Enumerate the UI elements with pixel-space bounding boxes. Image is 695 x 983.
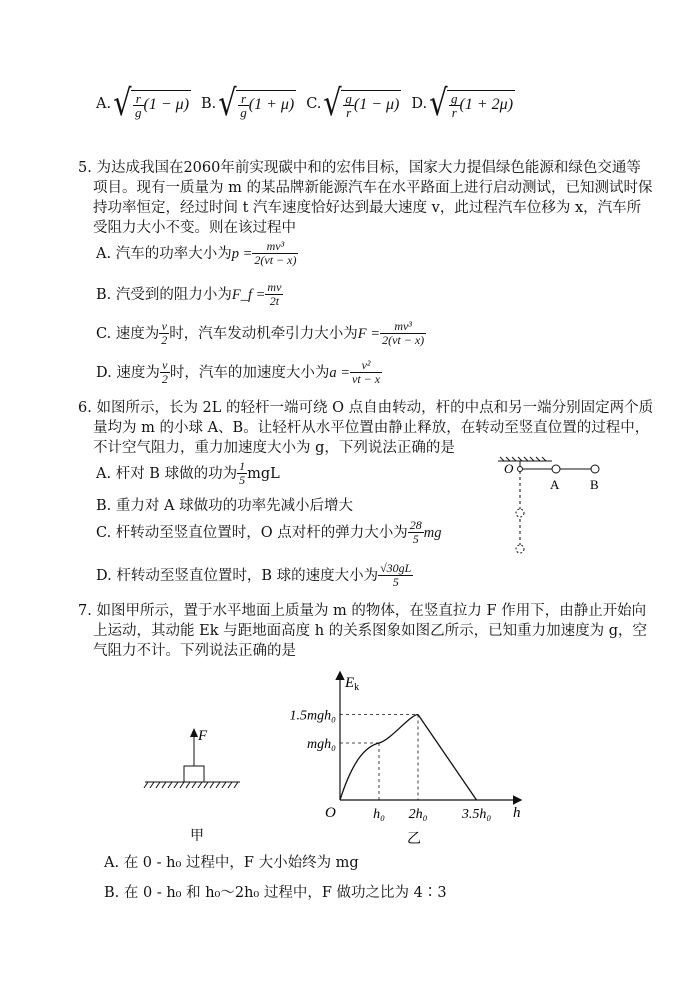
q5-stem-line-1: 5. 为达成我国在2060年前实现碳中和的宏伟目标，国家大力提倡绿色能源和绿色交通等 [78,160,641,176]
q7-stem-line-2: 上运动，其动能 Ek 与距地面高度 h 的关系图象如图乙所示，已知重力加速度为 g，空 [93,623,648,639]
caption-yi: 乙 [407,832,421,847]
q4-option-a: A. √ $\frac{r}{g}$ (1 − μ) [96,83,190,124]
y-axis-label: $E_k$ [345,675,360,693]
ball-b [591,465,599,473]
q5-stem-line-4: 受阻力大小不变。则在该过程中 [93,220,296,236]
q6-stem-line-1: 6. 如图所示，长为 2L 的轻杆一端可绕 O 点自由转动，杆的中点和另一端分别固定两个质 [78,400,654,416]
q7-option-a: A. 在 0 - h₀ 过程中，F 大小始终为 mg [104,855,359,871]
q4-options [96,83,515,124]
q6-stem-line-3: 不计空气阻力，重力加速度大小为 g，下列说法正确的是 [93,440,455,456]
x-tick-2h0: 2h₀ [408,807,428,822]
q4-option-b: B. √ $\frac{r}{g}$ (1 + μ) [201,83,295,124]
q7-ek-h-chart [265,665,535,855]
force-arrow-head [190,728,198,737]
y-tick-1-5mgh0: 1.5mgh₀ [289,708,336,724]
caption-jia: 甲 [190,829,204,844]
origin-label: O [325,805,336,821]
x-tick-3-5h0: 3.5h₀ [461,807,492,822]
force-label: F [198,728,208,744]
q6-option-c: C. 杆转动至竖直位置时，O 点对杆的弹力大小为 $\frac{28}{5}$ mg [96,518,442,546]
ball-a [552,465,560,473]
q5-stem-line-3: 持功率恒定，经过时间 t 汽车速度恰好达到最大速度 v，此过程汽车位移为 x，汽车所 [93,200,642,216]
q7-figure-jia [140,720,250,850]
ball-b-vertical [516,545,524,553]
q7-stem-line-3: 气阻力不计。下列说法正确的是 [93,643,296,659]
ball-a-vertical [516,509,524,517]
q4-option-c: C. √ $\frac{g}{r}$ (1 − μ) [306,83,400,124]
q6-stem-line-2: 量均为 m 的小球 A、B。让轻杆从水平位置由静止释放，在转动至竖直位置的过程中， [93,420,650,436]
q5-option-c: C. 速度为 $\frac{v}{2}$ 时，汽车发动机牵引力大小为 F = $\frac{\text{mv³}}{2(vt - x)}$ [96,319,425,347]
q5-option-a: A. 汽车的功率大小为 p = $\frac{\text{mv³}}{2(vt - x)}$ [96,239,297,267]
label-o: O [504,461,514,476]
q6-option-a: A. 杆对 B 球做的功为 $\frac{1}{5}$ mgL [96,459,280,487]
q6-option-d: D. 杆转动至竖直位置时，B 球的速度大小为 $\frac{√30gL}{5}$ [96,561,412,589]
q6-rod-figure [490,455,615,565]
q4-option-d: D. √ $\frac{g}{r}$ (1 + 2μ) [411,83,514,124]
q7-stem-line-1: 7. 如图甲所示，置于水平地面上质量为 m 的物体，在竖直拉力 F 作用下，由静止开始向 [78,603,647,619]
q5-stem-line-2: 项目。现有一质量为 m 的某品牌新能源汽车在水平路面上进行启动测试，已知测试时保 [93,180,653,196]
block [184,766,204,782]
x-tick-h0: h₀ [373,807,385,822]
ek-linear-segment [418,715,477,801]
label-b: B [590,477,599,492]
ground-hatch [144,782,238,788]
q6-option-b: B. 重力对 A 球做功的功率先减小后增大 [96,498,354,514]
q7-option-b: B. 在 0 - h₀ 和 h₀～2h₀ 过程中，F 做功之比为 4∶3 [104,885,447,901]
label-a: A [550,477,560,492]
pivot-o [518,467,523,472]
q5-option-b: B. 汽受到的阻力小为 F_f = $\frac{mv}{2t}$ [96,280,282,308]
y-tick-mgh0: mgh₀ [307,737,336,752]
x-axis-label: h [513,805,521,821]
q5-option-d: D. 速度为 $\frac{v}{2}$ 时，汽车的加速度大小为 a = $\frac{\text{v²}}{vt - x}$ [96,358,381,386]
